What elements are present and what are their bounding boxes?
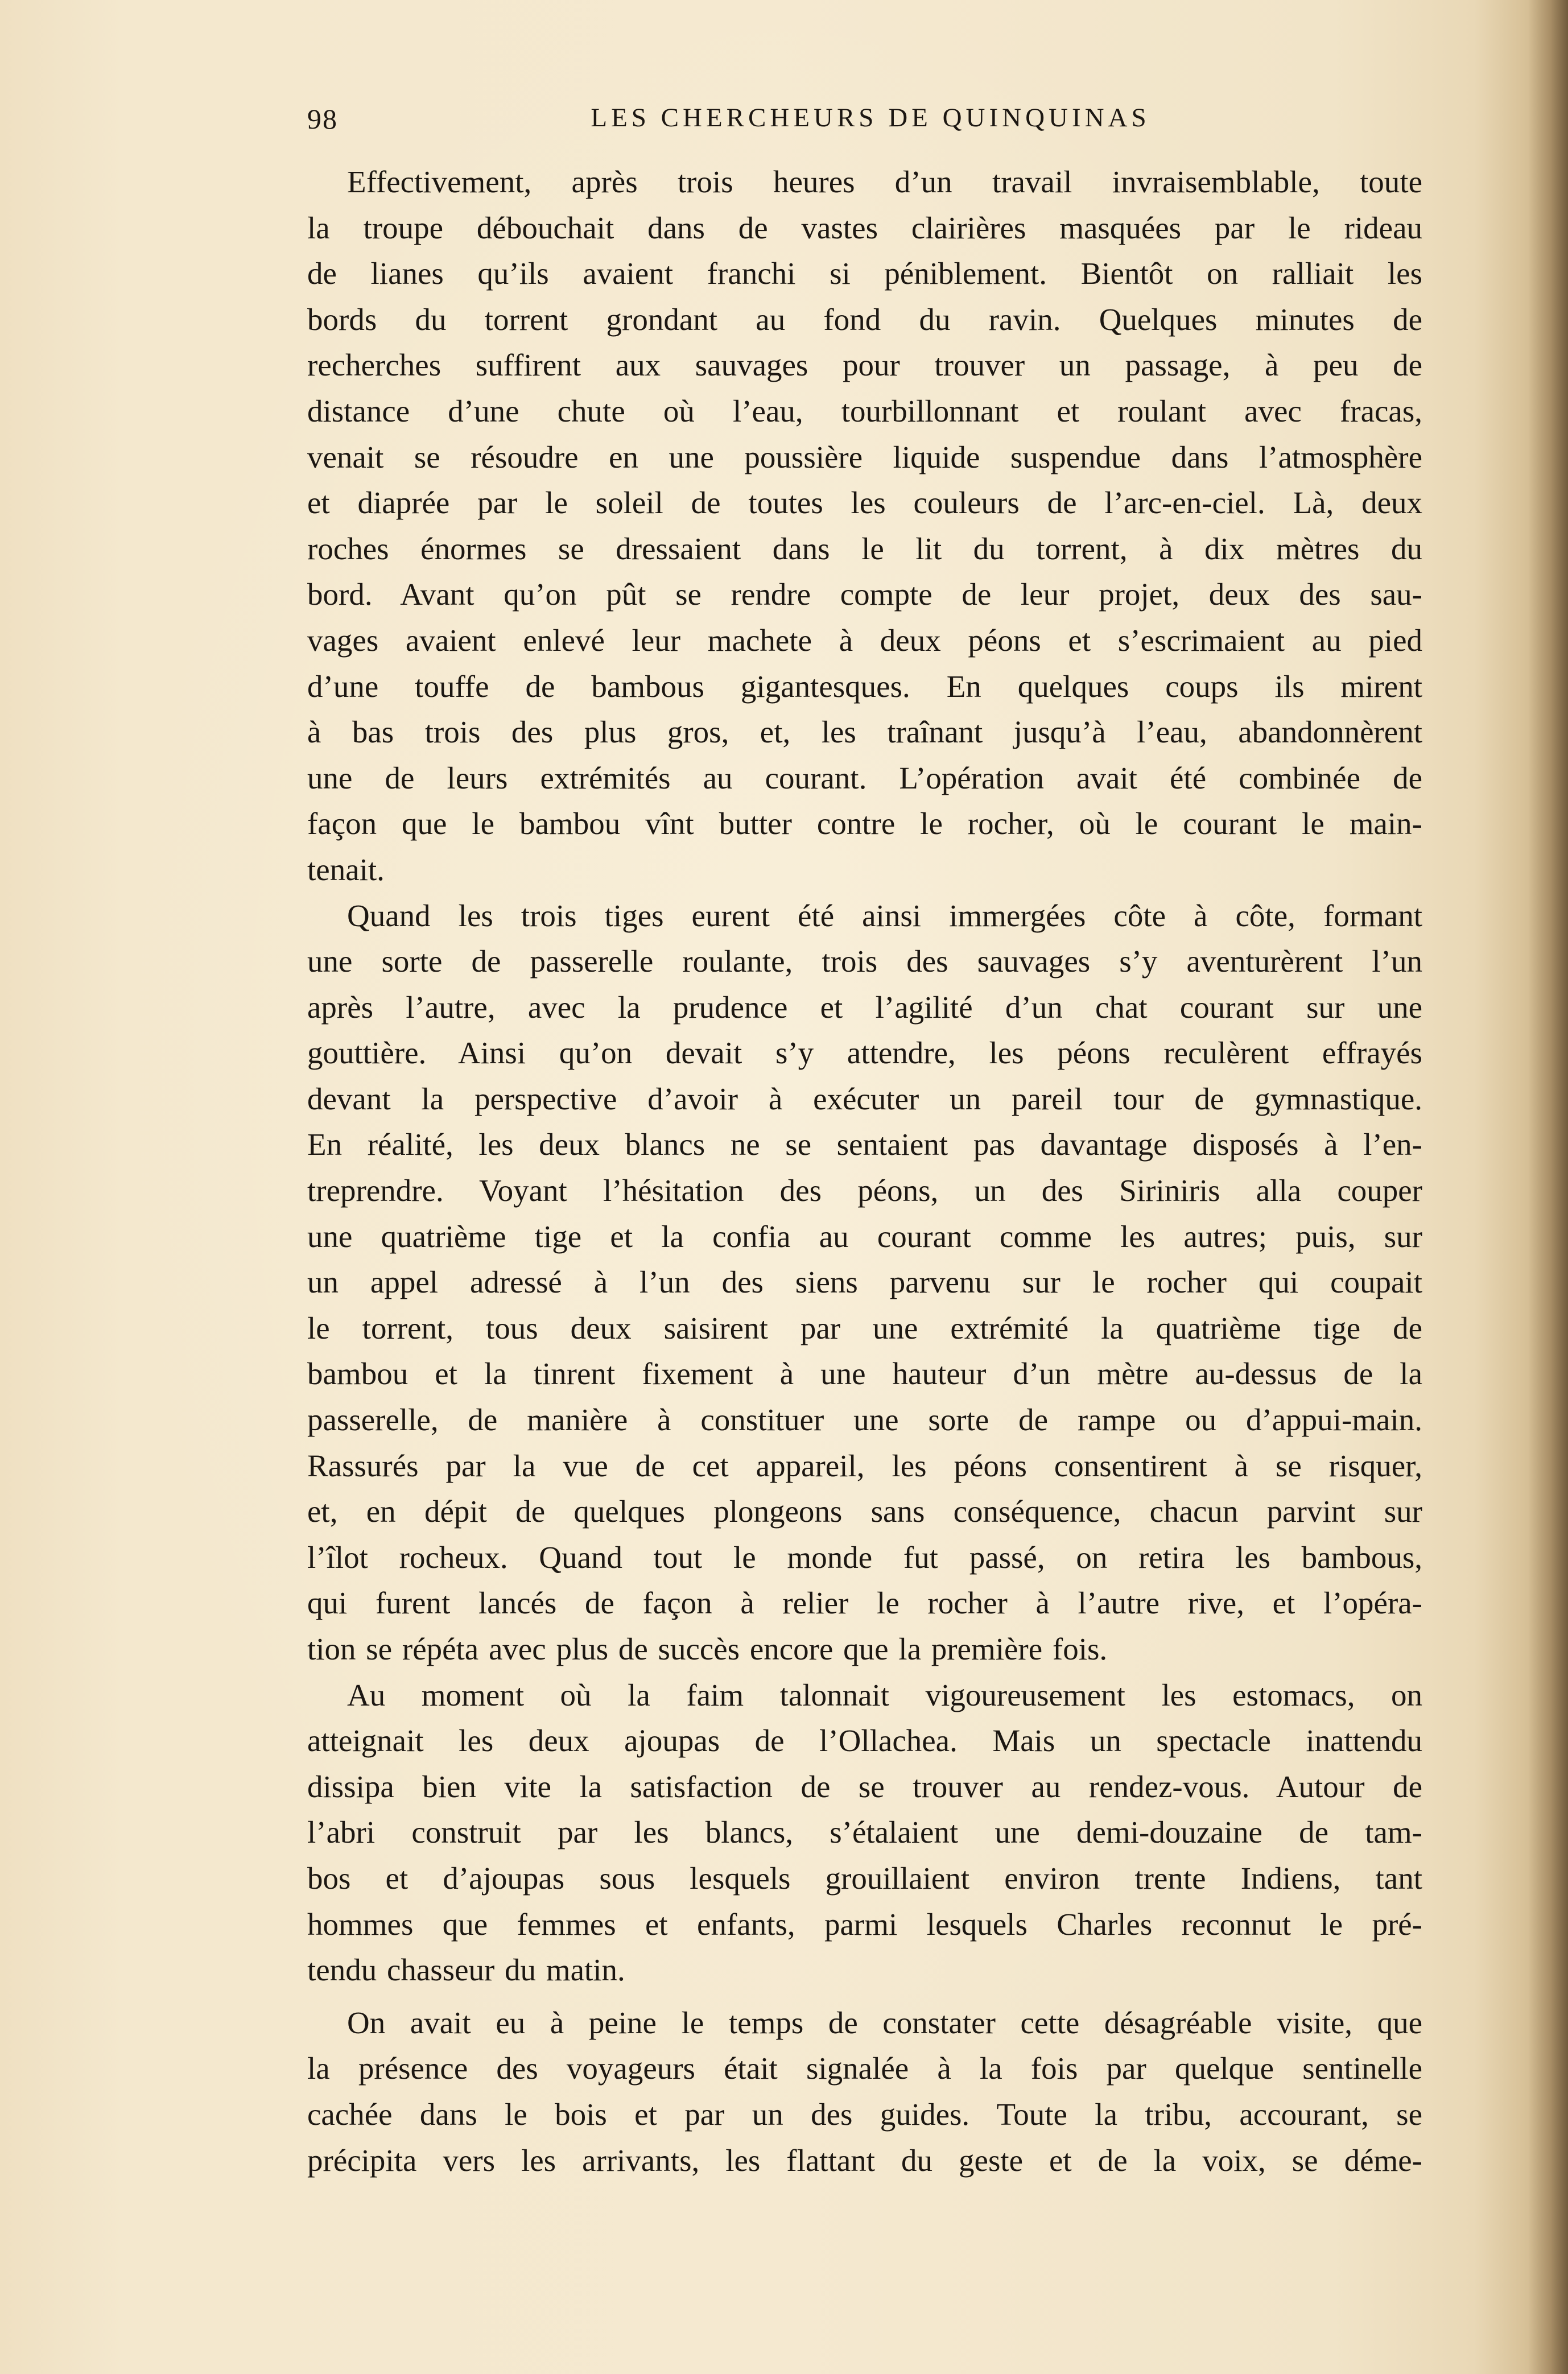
text-line: de lianes qu’ils avaient franchi si péniblement. Bientôt on ralliait les [307,256,1422,291]
text-line: qui furent lancés de façon à relier le rocher à l’autre rive, et l’opéra- [307,1586,1422,1621]
text-line: façon que le bambou vînt butter contre le rocher, où le courant le main- [307,806,1422,841]
text-line: bords du torrent grondant au fond du ravin. Quelques minutes de [307,302,1422,337]
page-header [307,102,1434,148]
paragraph [307,893,1422,1673]
text-line: distance d’une chute où l’eau, tourbillonnant et roulant avec fracas, [307,393,1422,428]
text-line: une sorte de passerelle roulante, trois des sauvages s’y aventurèrent l’un [307,944,1422,979]
text-line: l’îlot rocheux. Quand tout le monde fut passé, on retira les bambous, [307,1539,1422,1575]
paragraph [307,159,1422,893]
text-line: vages avaient enlevé leur machete à deux péons et s’escrimaient au pied [307,622,1422,658]
paragraph-gap [307,1993,1422,2000]
running-title: LES CHERCHEURS DE QUINQUINAS [591,103,1150,133]
text-line: une quatrième tige et la confia au courant comme les autres; puis, sur [307,1219,1422,1254]
text-line: gouttière. Ainsi qu’on devait s’y attendre, les péons reculèrent effrayés [307,1035,1422,1071]
text-line: On avait eu à peine le temps de constater cette désagréable visite, que [347,2005,1422,2040]
text-line: après l’autre, avec la prudence et l’agilité d’un chat courant sur une [307,989,1422,1025]
text-line: et diaprée par le soleil de toutes les couleurs de l’arc-en-ciel. Là, deux [307,485,1422,521]
text-line: un appel adressé à l’un des siens parvenu sur le rocher qui coupait [307,1265,1422,1300]
text-line: roches énormes se dressaient dans le lit du torrent, à dix mètres du [307,531,1422,566]
text-line: Rassurés par la vue de cet appareil, les péons consentirent à se risquer, [307,1448,1422,1483]
text-line: cachée dans le bois et par un des guides. Toute la tribu, accourant, se [307,2096,1422,2132]
text-line: le torrent, tous deux saisirent par une extrémité la quatrième tige de [307,1310,1422,1345]
text-line: Quand les trois tiges eurent été ainsi immergées côte à côte, formant [347,898,1422,933]
text-line: devant la perspective d’avoir à exécuter un pareil tour de gymnastique. [307,1081,1422,1116]
text-line: et, en dépit de quelques plongeons sans conséquence, chacun parvint sur [307,1494,1422,1529]
text-line: treprendre. Voyant l’hésitation des péons, un des Siriniris alla couper [307,1173,1422,1208]
text-line: à bas trois des plus gros, et, les traînant jusqu’à l’eau, abandonnèrent [307,715,1422,750]
text-line: bord. Avant qu’on pût se rendre compte de leur projet, deux des sau- [307,577,1422,612]
text-line: atteignait les deux ajoupas de l’Ollachea. Mais un spectacle inattendu [307,1723,1422,1758]
text-line: hommes que femmes et enfants, parmi lesquels Charles reconnut le pré- [307,1906,1422,1942]
text-line: la présence des voyageurs était signalée à la fois par quelque sentinelle [307,2051,1422,2086]
text-line: venait se résoudre en une poussière liquide suspendue dans l’atmosphère [307,439,1422,474]
text-line: dissipa bien vite la satisfaction de se trouver au rendez-vous. Autour de [307,1769,1422,1804]
paragraph [307,2000,1422,2183]
text-line: précipita vers les arrivants, les flattant du geste et de la voix, se déme- [307,2142,1422,2178]
text-line: une de leurs extrémités au courant. L’opération avait été combinée de [307,760,1422,795]
page-spine-shadow [1528,0,1568,2374]
text-line: bambou et la tinrent fixement à une hauteur d’un mètre au-dessus de la [307,1356,1422,1392]
paragraph [307,1673,1422,1993]
text-line: tion se répéta avec plus de succès encore que la première fois. [307,1632,1108,1666]
body-text [307,159,1422,2183]
text-line: d’une touffe de bambous gigantesques. En quelques coups ils mirent [307,668,1422,704]
text-line: tenait. [307,852,385,887]
text-line: Au moment où la faim talonnait vigoureusement les estomacs, on [347,1677,1422,1712]
page-number: 98 [307,103,338,135]
text-line: bos et d’ajoupas sous lesquels grouillaient environ trente Indiens, tant [307,1860,1422,1896]
text-line: passerelle, de manière à constituer une sorte de rampe ou d’appui-main. [307,1402,1422,1438]
text-line: recherches suffirent aux sauvages pour trouver un passage, à peu de [307,348,1422,383]
text-line: Effectivement, après trois heures d’un travail invraisemblable, toute [347,164,1422,199]
text-line: En réalité, les deux blancs ne se sentaient pas davantage disposés à l’en- [307,1127,1422,1162]
text-line: la troupe débouchait dans de vastes clairières masquées par le rideau [307,210,1422,245]
text-line: l’abri construit par les blancs, s’étalaient une demi-douzaine de tam- [307,1815,1422,1850]
text-line: tendu chasseur du matin. [307,1952,625,1988]
